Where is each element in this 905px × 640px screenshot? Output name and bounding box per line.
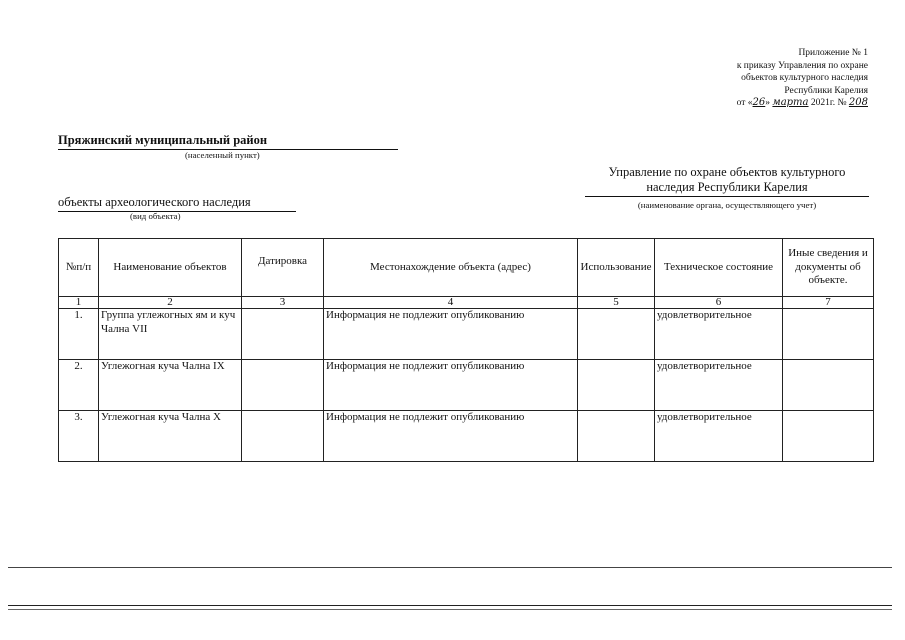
appendix-line-2: к приказу Управления по охране — [736, 60, 868, 71]
object-location: Информация не подлежит опубликованию — [324, 411, 578, 462]
row-number: 2. — [59, 360, 99, 411]
object-usage — [578, 309, 655, 360]
authority-caption: (наименование органа, осуществляющего учет) — [637, 200, 817, 210]
appendix-line-4: Республики Карелия — [784, 85, 868, 96]
object-name: Углежогная куча Чална IX — [99, 360, 242, 411]
appendix-block — [628, 47, 868, 110]
object-name: Углежогная куча Чална X — [99, 411, 242, 462]
object-type-caption: (вид объекта) — [130, 211, 181, 221]
district-caption: (населенный пункт) — [185, 150, 260, 160]
column-number: 2 — [99, 297, 242, 309]
registry-table — [58, 238, 874, 462]
column-number: 5 — [578, 297, 655, 309]
header-name: Наименование объектов — [99, 239, 242, 297]
appendix-line-1: Приложение № 1 — [798, 48, 868, 58]
header-location: Местонахождение объекта (адрес) — [324, 239, 578, 297]
header-usage: Использование — [578, 239, 655, 297]
column-number: 3 — [242, 297, 324, 309]
object-other — [783, 360, 874, 411]
object-condition: удовлетворительное — [655, 309, 783, 360]
column-number: 7 — [783, 297, 874, 309]
column-number-row — [59, 297, 874, 309]
header-condition: Техническое состояние — [655, 239, 783, 297]
object-dating — [242, 360, 324, 411]
object-other — [783, 309, 874, 360]
object-usage — [578, 360, 655, 411]
object-name: Группа углежогных ям и куч Чална VII — [99, 309, 242, 360]
appendix-day: 26 — [752, 97, 766, 109]
object-condition: удовлетворительное — [655, 360, 783, 411]
header-other: Иные сведения и документы об объекте. — [783, 239, 874, 297]
table-row — [59, 360, 874, 411]
table-row — [59, 309, 874, 360]
scan-edge-line — [8, 605, 892, 606]
appendix-month: марта — [772, 97, 809, 109]
object-type-title: объекты археологического наследия — [58, 195, 296, 212]
object-dating — [242, 309, 324, 360]
authority-title: Управление по охране объектов культурного наследия Республики Карелия — [585, 165, 869, 197]
column-number: 1 — [59, 297, 99, 309]
appendix-date-line: от «26» марта 2021г. № 208 — [736, 97, 868, 109]
object-location: Информация не подлежит опубликованию — [324, 360, 578, 411]
object-condition: удовлетворительное — [655, 411, 783, 462]
object-usage — [578, 411, 655, 462]
district-title: Пряжинский муниципальный район — [58, 133, 398, 150]
row-number: 3. — [59, 411, 99, 462]
table-row — [59, 411, 874, 462]
object-location: Информация не подлежит опубликованию — [324, 309, 578, 360]
row-number: 1. — [59, 309, 99, 360]
table-header-row — [59, 239, 874, 297]
appendix-line-3: объектов культурного наследия — [741, 73, 868, 84]
scan-edge-line — [8, 609, 892, 610]
object-other — [783, 411, 874, 462]
header-dating: Датировка — [242, 239, 324, 297]
header-number: №п/п — [59, 239, 99, 297]
scan-edge-line — [8, 567, 892, 568]
object-dating — [242, 411, 324, 462]
column-number: 4 — [324, 297, 578, 309]
column-number: 6 — [655, 297, 783, 309]
appendix-number: 208 — [848, 97, 868, 109]
